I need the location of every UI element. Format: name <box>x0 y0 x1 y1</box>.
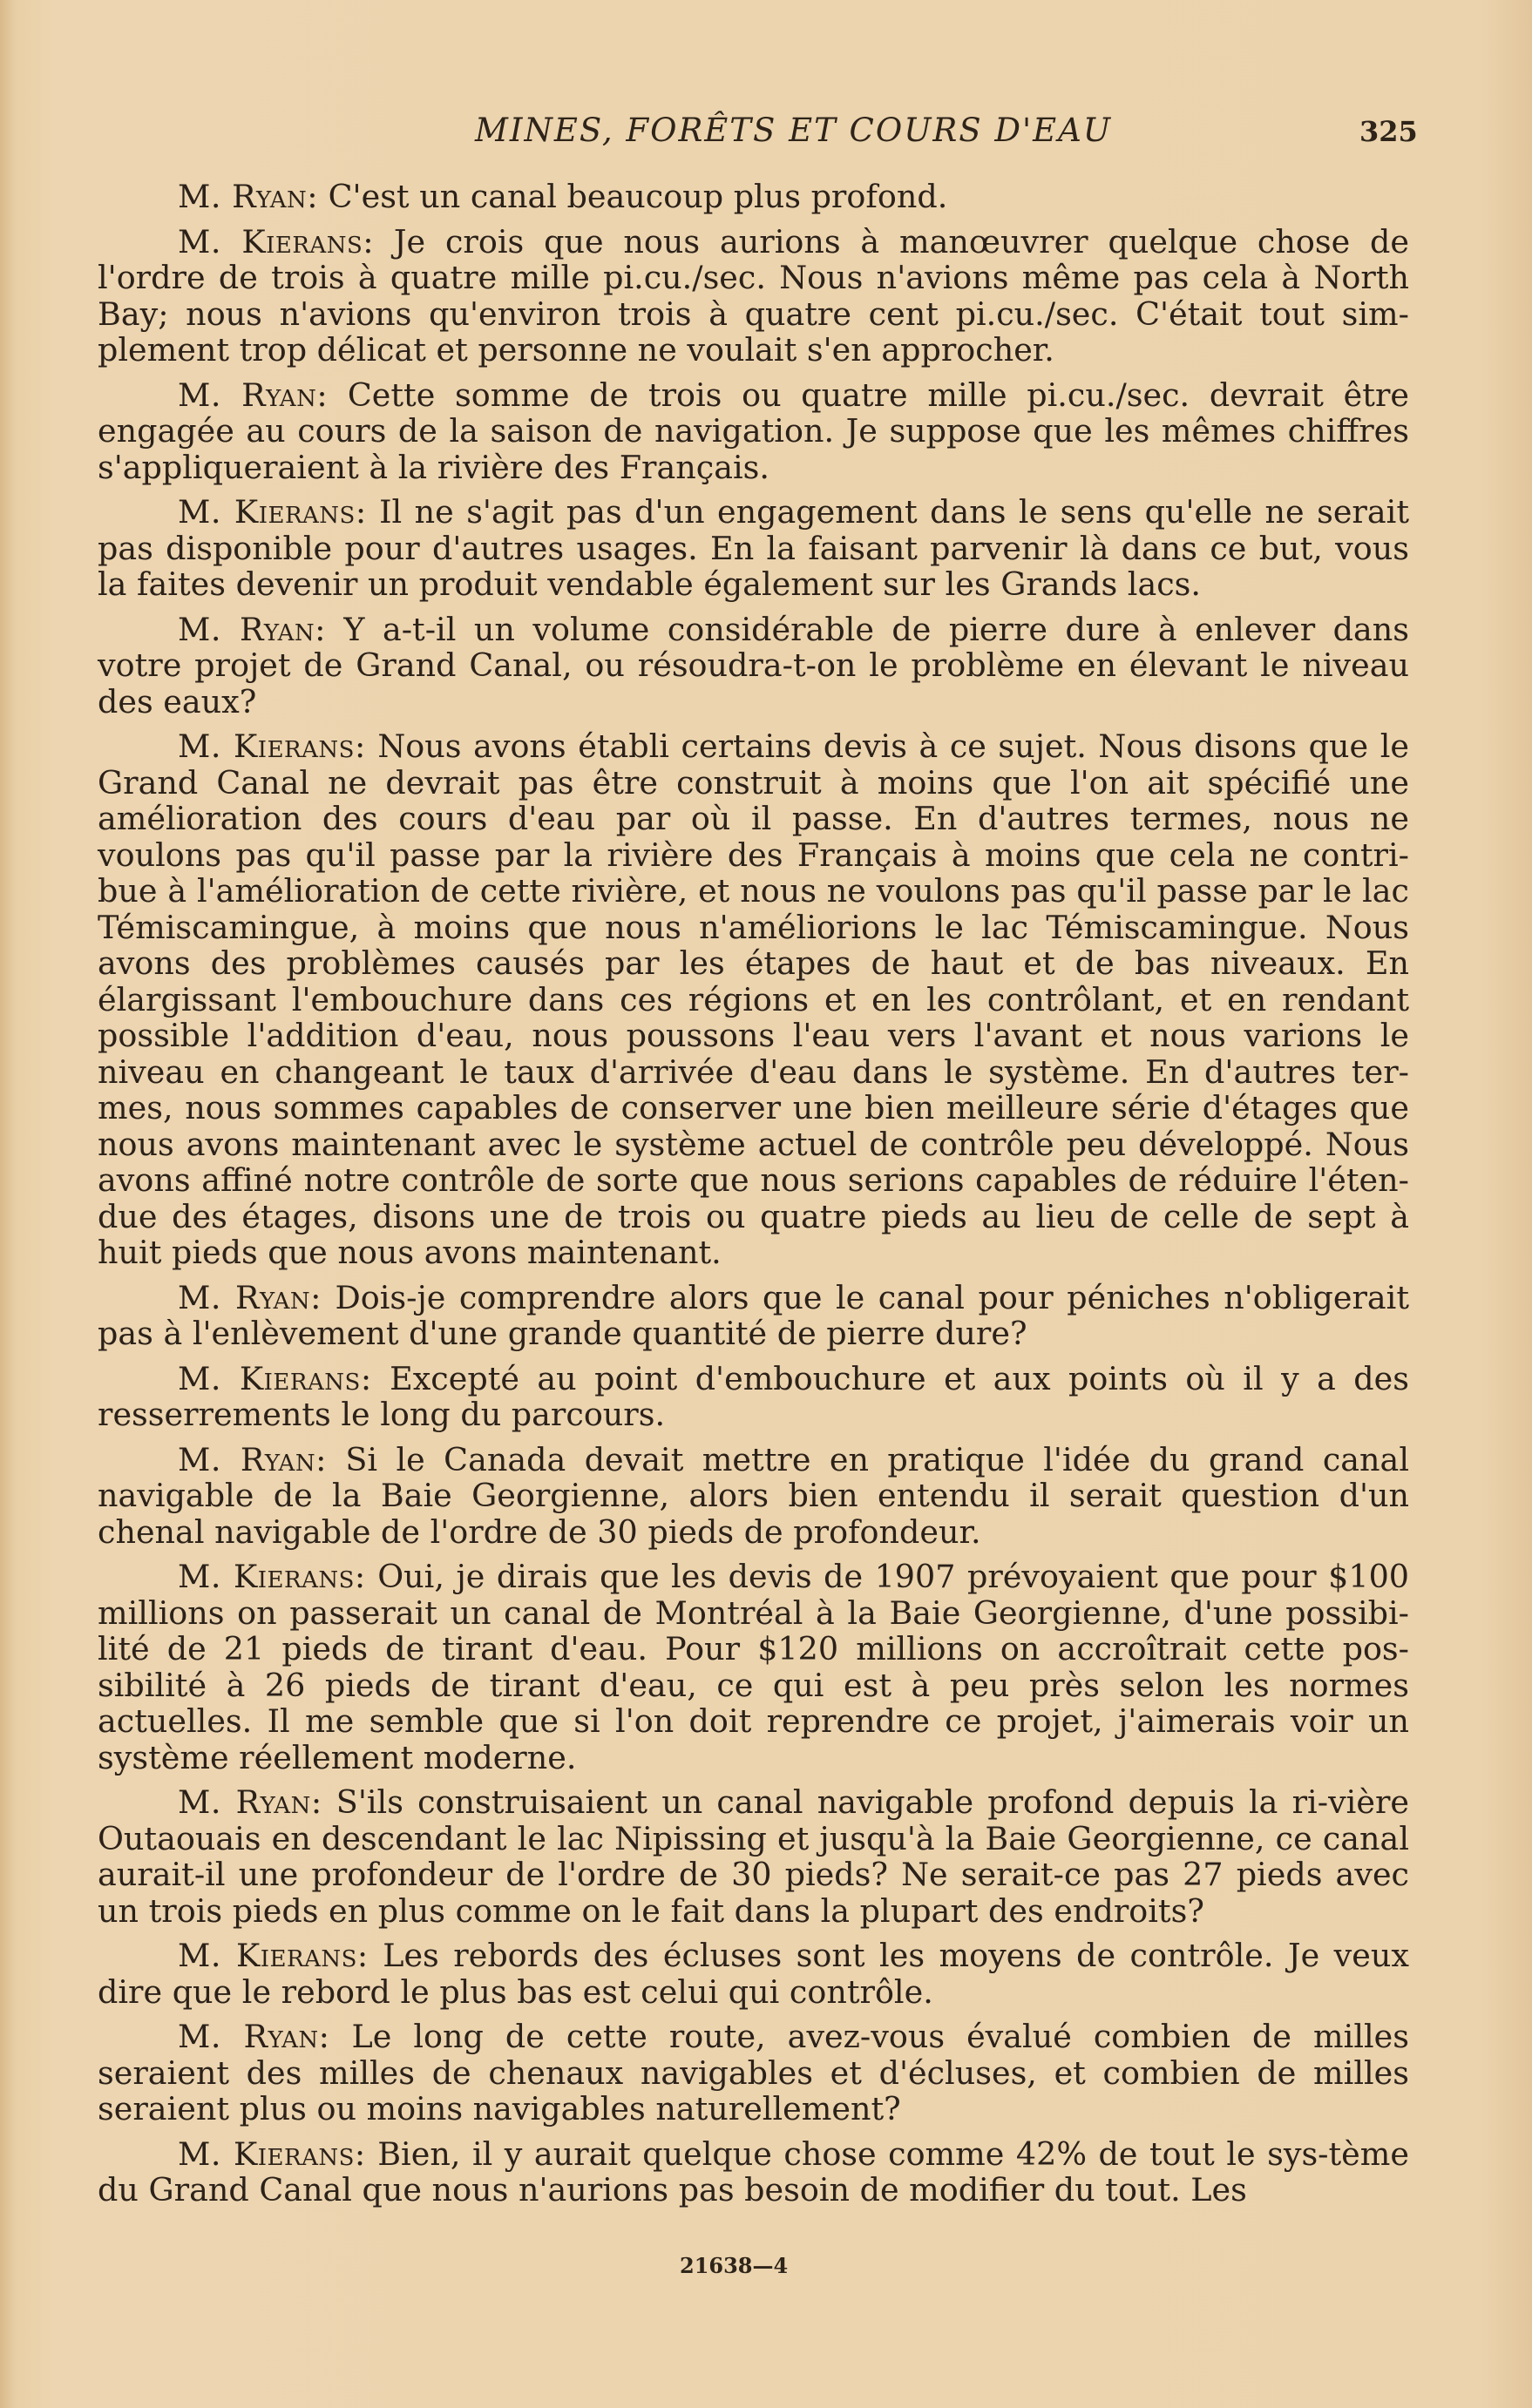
speaker-name: M. Kierans: <box>178 2134 366 2173</box>
paragraph-text: Si le Canada devait mettre en pratique l'idée du grand canal navigable de la Baie Georgienne, alors bien entendu il serait question d'un chenal navigable de l'ordre de 30 pieds de profondeur. <box>98 1440 1409 1551</box>
speaker-name: M. Kierans: <box>178 222 375 260</box>
paragraph <box>98 1784 1409 1929</box>
speaker-name: M. Ryan: <box>178 610 326 648</box>
paragraph <box>98 494 1409 603</box>
paragraph-text: Nous avons établi certains devis à ce sujet. Nous disons que le Grand Canal ne devrait pas être construit à moins que l'on ait spécifié une amélioration des cours d'eau par où il passe. En d'autres termes, nous ne voulons pas qu'il passe par la rivière des Français à moins que cela ne contri-bue à l'amélioration de cette rivière, et nous ne voulons pas qu'il passe par le lac Témiscamingue, à moins que nous n'améliorions le lac Témiscamingue. Nous avons des problèmes causés par les étapes de haut et de bas niveaux. En élargissant l'embouchure dans ces régions et en les contrôlant, et en rendant possible l'addition d'eau, nous poussons l'eau vers l'avant et nous varions le niveau en changeant le taux d'arrivée d'eau dans le système. En d'autres ter-mes, nous sommes capables de conserver une bien meilleure série d'étages que nous avons maintenant avec le système actuel de contrôle peu développé. Nous avons affiné notre contrôle de sorte que nous serions capables de réduire l'éten-due des étages, disons une de trois ou quatre pieds au lieu de celle de sept à huit pieds que nous avons maintenant. <box>98 727 1409 1271</box>
paragraph <box>98 728 1409 1271</box>
paragraph-text: Excepté au point d'embouchure et aux points où il y a des resserrements le long du parcours. <box>98 1359 1409 1433</box>
speaker-name: M. Kierans: <box>178 1558 366 1595</box>
paragraph-text: Dois-je comprendre alors que le canal pour péniches n'obligerait pas à l'enlèvement d'une grande quantité de pierre dure? <box>98 1278 1409 1352</box>
running-title: MINES, FORÊTS ET COURS D'EAU <box>475 112 1113 149</box>
paragraph <box>98 1280 1409 1352</box>
page-header <box>0 106 1532 159</box>
paragraph-text: Y a-t-il un volume considérable de pierre dure à enlever dans votre projet de Grand Canal, ou résoudra-t-on le problème en élevant le niveau des eaux? <box>98 610 1409 720</box>
speaker-name: M. Ryan: <box>178 178 319 215</box>
paragraph <box>98 1559 1409 1776</box>
paragraph <box>98 1442 1409 1551</box>
speaker-name: M. Ryan: <box>178 1783 322 1821</box>
speaker-name: M. Ryan: <box>178 1278 322 1316</box>
body-text <box>98 179 1409 2217</box>
paragraph <box>98 179 1409 215</box>
speaker-name: M. Ryan: <box>178 375 329 414</box>
speaker-name: M. Kierans: <box>178 1359 372 1397</box>
speaker-name: M. Kierans: <box>178 727 366 765</box>
paragraph-text: Les rebords des écluses sont les moyens de contrôle. Je veux dire que le rebord le plus bas est celui qui contrôle. <box>98 1937 1409 2011</box>
speaker-name: M. Kierans: <box>178 1937 369 1974</box>
paragraph <box>98 224 1409 369</box>
paragraph <box>98 377 1409 486</box>
paragraph-text: Oui, je dirais que les devis de 1907 prévoyaient que pour $100 millions on passerait un canal de Montréal à la Baie Georgienne, d'une possibi-lité de 21 pieds de tirant d'eau. Pour $120 millions on accroîtrait cette pos-sibilité à 26 pieds de tirant d'eau, ce qui est à peu près selon les normes actuelles. Il me semble que si l'on doit reprendre ce projet, j'aimerais voir un système réellement moderne. <box>98 1558 1410 1776</box>
paragraph-text: S'ils construisaient un canal navigable profond depuis la ri-vière Outaouais en descendant le lac Nipissing et jusqu'à la Baie Georgienne, ce canal aurait-il une profondeur de l'ordre de 30 pieds? Ne serait-ce pas 27 pieds avec un trois pieds en plus comme on le fait dans la plupart des endroits? <box>98 1783 1410 1930</box>
paragraph-text: Cette somme de trois ou quatre mille pi.cu./sec. devrait être engagée au cours de la saison de navigation. Je suppose que les mêmes chiffres s'appliqueraient à la rivière des Français. <box>98 375 1409 486</box>
paragraph <box>98 2019 1409 2127</box>
paragraph-text: Il ne s'agit pas d'un engagement dans le sens qu'elle ne serait pas disponible pour d'autres usages. En la faisant parvenir là dans ce but, vous la faites devenir un produit vendable également sur les Grands lacs. <box>98 493 1409 603</box>
paragraph-text: Le long de cette route, avez-vous évalué combien de milles seraient des milles de chenaux navigables et d'écluses, et combien de milles seraient plus ou moins navigables naturellement? <box>98 2018 1410 2127</box>
paragraph-text: C'est un canal beaucoup plus profond. <box>318 178 948 215</box>
paragraph <box>98 1938 1409 2010</box>
paragraph <box>98 1361 1409 1433</box>
footer-signature: 21638—4 <box>680 2253 789 2278</box>
speaker-name: M. Kierans: <box>178 493 367 531</box>
paragraph <box>98 2136 1409 2208</box>
page-number: 325 <box>1359 115 1418 148</box>
paragraph <box>98 612 1409 720</box>
speaker-name: M. Ryan: <box>178 2018 330 2055</box>
paragraph-text: Bien, il y aurait quelque chose comme 42% de tout le sys-tème du Grand Canal que nous n'aurions pas besoin de modifier du tout. Les <box>98 2134 1409 2208</box>
paragraph-text: Je crois que nous aurions à manœuvrer quelque chose de l'ordre de trois à quatre mille pi.cu./sec. Nous n'avions même pas cela à North Bay; nous n'avions qu'environ trois à quatre cent pi.cu./sec. C'était tout sim-plement trop délicat et personne ne voulait s'en approcher. <box>98 222 1409 369</box>
speaker-name: M. Ryan: <box>178 1440 327 1478</box>
